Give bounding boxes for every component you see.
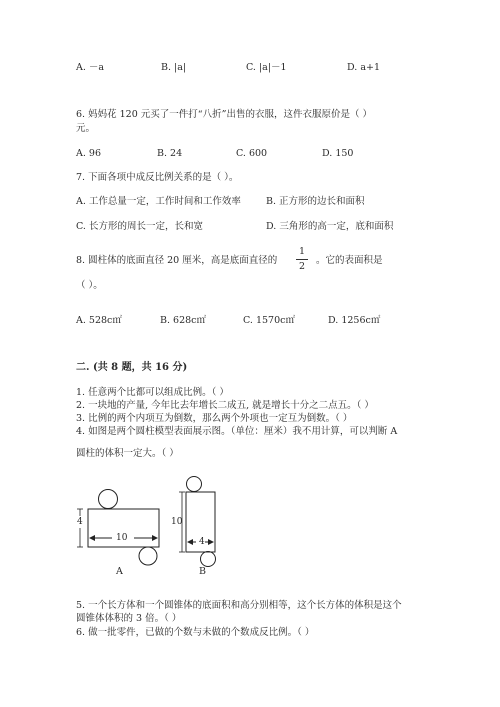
- q8-fraction-numerator: 1: [298, 246, 306, 257]
- q6-option-b: B. 24: [157, 148, 183, 159]
- tf-item-4: 4. 如图是两个圆柱模型表面展示图。（单位：厘米）我不用计算，可以判断 A: [76, 426, 398, 437]
- net-a-bottom-circle: [139, 547, 157, 565]
- q8-option-c: C. 1570c㎡: [243, 315, 295, 326]
- net-b-top-circle: [187, 477, 202, 492]
- q6-stem-continued: 元。: [76, 123, 96, 134]
- q8-stem: 8. 圆柱体的底面直径 20 厘米，高是底面直径的: [76, 255, 278, 266]
- tf-item-6: 6. 做一批零件，已做的个数与未做的个数成反比例。（ ）: [76, 627, 315, 638]
- tf-item-3: 3. 比例的两个内项互为倒数，那么两个外项也一定互为倒数。（ ）: [76, 413, 353, 424]
- net-a-height-label: 4: [77, 517, 83, 527]
- q8-option-b: B. 628c㎡: [160, 315, 206, 326]
- tf-item-2: 2. 一块地的产量, 今年比去年增长二成五, 就是增长十分之二点五。（ ）: [76, 400, 374, 411]
- q5-option-d: D. a+1: [347, 62, 380, 73]
- net-b-label: B: [199, 566, 206, 577]
- q8-stem-after: 。它的表面积是: [316, 255, 383, 266]
- q7-option-b: B. 正方形的边长和面积: [266, 196, 365, 207]
- q8-option-a: A. 528c㎡: [76, 315, 122, 326]
- net-b-width-label: 4: [199, 537, 205, 547]
- section-title: 二. (共 8 题，共 16 分): [76, 362, 188, 373]
- q7-option-c: C. 长方形的周长一定，长和宽: [76, 221, 203, 232]
- q5-option-c: C. |a|－1: [246, 62, 287, 73]
- net-a-top-circle: [99, 490, 118, 509]
- net-a-label: A: [116, 566, 123, 577]
- net-b-bottom-circle: [201, 552, 216, 567]
- tf-item-5-continued: 圆锥体体积的 3 倍。（ ）: [76, 613, 182, 624]
- q5-option-b: B. |a|: [161, 62, 187, 73]
- q8-option-d: D. 1256c㎡: [328, 315, 381, 326]
- q5-option-a: A. －a: [76, 62, 105, 73]
- tf-item-4-continued: 圆柱的体积一定大。（ ）: [76, 448, 179, 459]
- tf-item-5: 5. 一个长方体和一个圆锥体的底面积和高分别相等，这个长方体的体积是这个: [76, 600, 402, 611]
- net-a-width-label: 10: [116, 533, 128, 543]
- q6-option-a: A. 96: [76, 148, 101, 159]
- q8-stem-continued: （ ）。: [76, 280, 103, 291]
- q8-fraction-denominator: 2: [298, 261, 306, 272]
- q7-stem: 7. 下面各项中成反比例关系的是（ ）。: [76, 172, 239, 183]
- q6-option-d: D. 150: [322, 148, 354, 159]
- q6-stem: 6. 妈妈花 120 元买了一件打“八折”出售的衣服，这件衣服原价是（ ）: [76, 109, 372, 120]
- q7-option-d: D. 三角形的高一定，底和面积: [266, 221, 394, 232]
- q6-option-c: C. 600: [236, 148, 268, 159]
- net-b-height-label: 10: [171, 517, 183, 527]
- q7-option-a: A. 工作总量一定，工作时间和工作效率: [76, 196, 241, 207]
- tf-item-1: 1. 任意两个比都可以组成比例。（ ）: [76, 387, 229, 398]
